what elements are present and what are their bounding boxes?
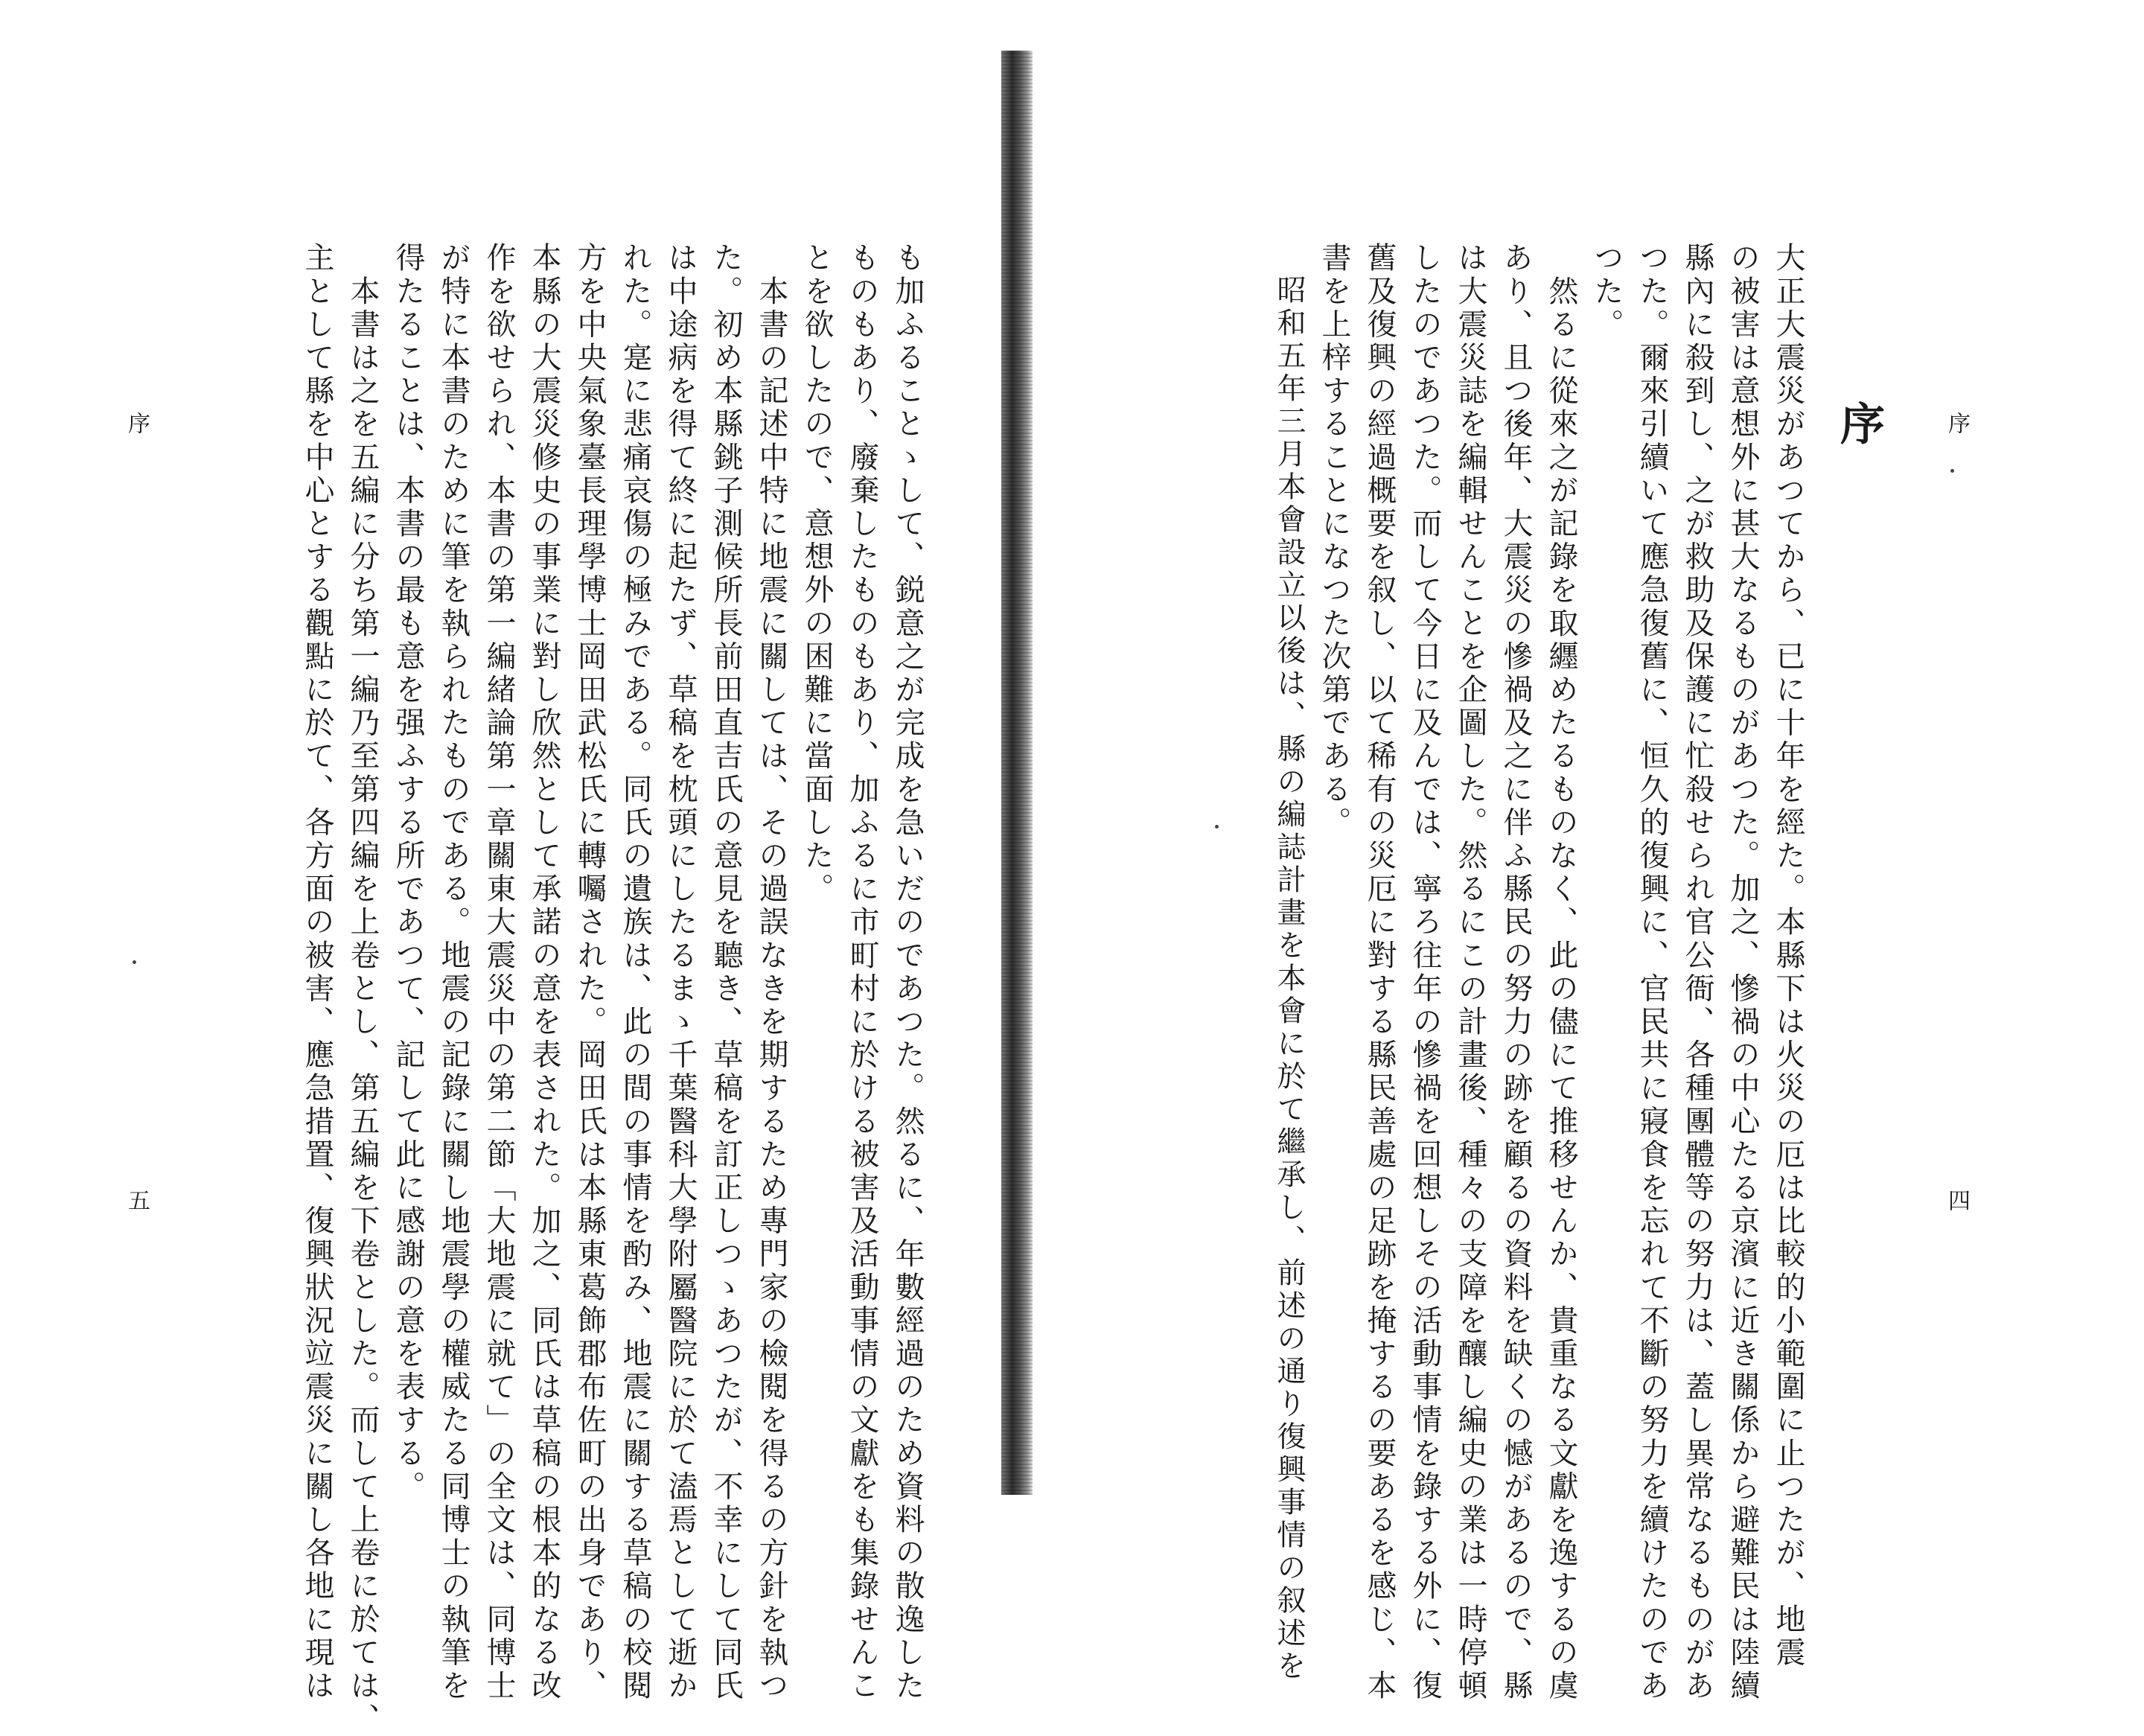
text-column: したのであつた。而して今日に及んでは、寧ろ往年の慘禍を回想しその活動事情を錄する外に、復 [1408, 242, 1442, 1703]
text-column: つた。 [1589, 242, 1624, 342]
section-title: 序 [1833, 401, 1885, 445]
text-column: 作を欲せられ、本書の第一編緒論第一章關東大震災中の第二節「大地震に就て」の全文は、同博士 [482, 242, 516, 1703]
text-column: 本書は之を五編に分ち第一編乃至第四編を上卷とし、第五編を下卷とした。而して上卷に於ては、 [345, 242, 380, 1736]
text-column: 然るに從來之が記錄を取纒めたるものなく、此の儘にて推移せんか、貴重なる文獻を逸するの虞 [1544, 242, 1578, 1703]
text-column: も加ふることゝして、鋭意之が完成を急いだのであつた。然るに、年數經過のため資料の散逸した [890, 242, 925, 1703]
scan-speck [1215, 825, 1219, 829]
text-column: は大震災誌を編輯せんことを企圖した。然るにこの計畫後、種々の支障を釀し編史の業は一時停頓 [1453, 242, 1487, 1703]
text-column: 本書の記述中特に地震に關しては、その過誤なきを期するため專門家の檢閱を得るの方針を執つ [754, 242, 788, 1703]
right-page [1042, 0, 2144, 1703]
text-column: 昭和五年三月本會設立以後は、縣の編誌計畫を本會に於て繼承し、前述の通り復興事情の叙述を [1272, 242, 1306, 1683]
text-column: とを欲したので、意想外の困難に當面した。 [800, 242, 834, 906]
text-column: 舊及復興の經過概要を叙し、以て稀有の災厄に對する縣民善處の足跡を掩するの要あるを感じ、本 [1362, 242, 1397, 1703]
left-page [0, 0, 1005, 1736]
running-head: 序 [124, 412, 150, 434]
running-head: 序 [1944, 412, 1970, 434]
text-column: つた。爾來引續いて應急復舊に、恒久的復興に、官民共に寢食を忘れて不斷の努力を續けたのであ [1635, 242, 1669, 1703]
text-column: 書を上梓することになつた次第である。 [1317, 242, 1351, 840]
text-column: た。初め本縣銚子測候所長前田直吉氏の意見を聽き、草稿を訂正しつゝあつたが、不幸にして同氏 [709, 242, 743, 1703]
binding-gutter [1001, 51, 1033, 1495]
text-column: 本縣の大震災修史の事業に對し欣然として承諾の意を表された。加之、同氏は草稿の根本的なる改 [527, 242, 561, 1703]
text-column: 主として縣を中心とする觀點に於て、各方面の被害、應急措置、復興狀況竝震災に關し各地に現は [300, 242, 334, 1703]
text-column: 得たることは、本書の最も意を强ふする所であつて、記して此に感謝の意を表する。 [391, 242, 425, 1504]
text-column: 大正大震災があつてから、已に十年を經た。本縣下は火災の厄は比較的小範圍に止つたが、地震 [1771, 242, 1805, 1670]
text-column: あり、且つ後年、大震災の慘禍及之に伴ふ縣民の努力の跡を顧るの資料を缺くの憾があるので、縣 [1499, 242, 1533, 1703]
text-column: 方を中央氣象臺長理學博士岡田武松氏に轉囑された。岡田氏は本縣東葛飾郡布佐町の出身であり、 [572, 242, 607, 1703]
page-number: 五 [124, 1189, 150, 1211]
scan-speck [133, 960, 136, 964]
text-column: が特に本書のために筆を執られたものである。地震の記錄に關し地震學の權威たる同博士の執筆を [436, 242, 470, 1703]
text-column: 縣內に殺到し、之が救助及保護に忙殺せられ官公衙、各種團體等の努力は、蓋し異常なるものがあ [1680, 242, 1714, 1703]
page-number: 四 [1944, 1189, 1970, 1211]
text-column: の被害は意想外に甚大なるものがあつた。加之、慘禍の中心たる京濱に近き關係から避難民は陸續 [1726, 242, 1760, 1703]
text-column: れた。寔に悲痛哀傷の極みである。同氏の遺族は、此の間の事情を酌み、地震に關する草稿の校閱 [618, 242, 652, 1703]
text-column: ものもあり、廢棄したものもあり、加ふるに市町村に於ける被害及活動事情の文獻をも集錄せんこ [845, 242, 879, 1703]
scan-speck [1950, 469, 1954, 473]
text-column: は中途病を得て終に起たず、草稿を枕頭にしたるまゝ千葉醫科大學附屬醫院に於て溘焉として逝か [663, 242, 698, 1703]
